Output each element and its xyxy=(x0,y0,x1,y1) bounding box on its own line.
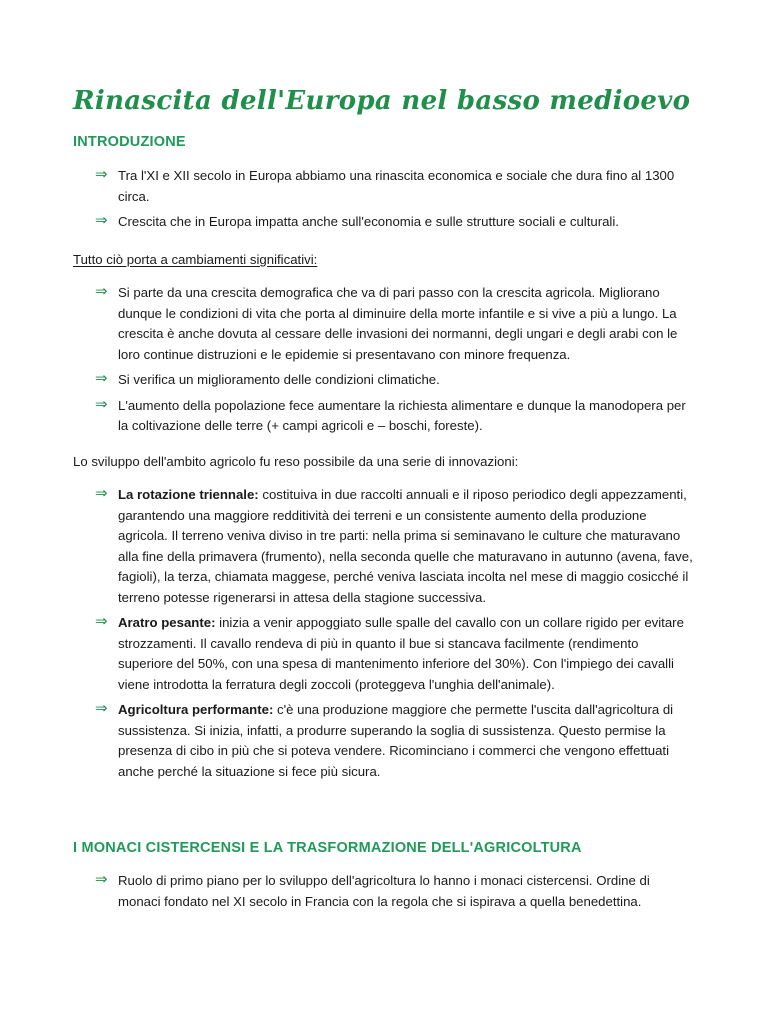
list-item xyxy=(95,612,695,694)
list-item xyxy=(95,395,695,436)
list-item-text: Tra l'XI e XII secolo in Europa abbiamo una rinascita economica e sociale che dura fino al 1300 circa. xyxy=(118,168,675,204)
arrow-bullet-icon: ⇒ xyxy=(95,484,108,502)
list-item xyxy=(95,484,695,607)
intro-list xyxy=(95,165,695,232)
list-item-text: Crescita che in Europa impatta anche sull'economia e sulle strutture sociali e culturali. xyxy=(118,214,619,229)
list-item xyxy=(95,369,695,390)
list-item-text: inizia a venir appoggiato sulle spalle del cavallo con un collare rigido per evitare strozzamenti. Il cavallo rendeva di più in quanto il bue si stancava facilmente (rendimento superiore del 50%, con una spesa di mantenimento inferiore del 30%). Con l'impiego dei cavalli viene introdotta la ferratura degli zoccoli (proteggeva l'unghia dell'animale). xyxy=(118,615,684,692)
list-item xyxy=(95,870,695,911)
arrow-bullet-icon: ⇒ xyxy=(95,699,108,717)
changes-list xyxy=(95,282,695,436)
list-item xyxy=(95,699,695,781)
monks-list xyxy=(95,870,695,911)
arrow-bullet-icon: ⇒ xyxy=(95,211,108,229)
section-heading-introduzione: INTRODUZIONE xyxy=(73,134,186,150)
list-item-text: Si parte da una crescita demografica che va di pari passo con la crescita agricola. Migliorano dunque le condizioni di vita che porta al diminuire della morte infantile e si vive a più a lungo. La crescita è anche dovuta al cessare delle invasioni dei normanni, degli ungari e degli arabi con le loro continue distruzioni e le epidemie si presentavano con minore frequenza. xyxy=(118,285,678,362)
arrow-bullet-icon: ⇒ xyxy=(95,870,108,888)
list-item-text: c'è una produzione maggiore che permette l'uscita dall'agricoltura di sussistenza. Si inizia, infatti, a produrre superando la soglia di sussistenza. Questo permise la presenza di cibo in più che si poteva vendere. Ricominciano i commerci che vengono effettuati anche perché la situazione si fece più sicura. xyxy=(118,702,674,779)
list-item xyxy=(95,282,695,364)
section-heading-monaci: I MONACI CISTERCENSI E LA TRASFORMAZIONE DELL'AGRICOLTURA xyxy=(73,840,582,856)
list-item xyxy=(95,211,695,232)
list-item-text: Si verifica un miglioramento delle condizioni climatiche. xyxy=(118,372,440,387)
changes-lead-text: Tutto ciò porta a cambiamenti significativi: xyxy=(73,252,318,267)
arrow-bullet-icon: ⇒ xyxy=(95,165,108,183)
list-item-text: L'aumento della popolazione fece aumentare la richiesta alimentare e dunque la manodopera per la coltivazione delle terre (+ campi agricoli e – boschi, foreste). xyxy=(118,397,686,433)
innovations-list xyxy=(95,484,695,781)
innovations-lead-text: Lo sviluppo dell'ambito agricolo fu reso possibile da una serie di innovazioni: xyxy=(73,454,519,469)
arrow-bullet-icon: ⇒ xyxy=(95,394,108,413)
list-item-text: costituiva in due raccolti annuali e il riposo periodico degli appezzamenti, garantendo una maggiore redditività dei terreni e un consistente aumento della produzione agricola. Il terreno veniva diviso in tre parti: nella prima si seminavano le culture che maturavano alla fine della primavera (frumento), nella seconda quelle che maturavano in autunno (avena, fave, fagioli), la terza, chiamata maggese, perché veniva lasciata incolta nel mese di maggio cosicché il terreno potesse rigenerarsi in attesa della stagione successiva. xyxy=(118,487,693,605)
arrow-bullet-icon: ⇒ xyxy=(95,369,108,387)
list-item-text: Ruolo di primo piano per lo sviluppo dell'agricoltura lo hanno i monaci cistercensi. Ordine di monaci fondato nel XI secolo in Francia con la regola che si ispirava a quella benedettina. xyxy=(118,873,650,909)
arrow-bullet-icon: ⇒ xyxy=(95,612,108,630)
arrow-bullet-icon: ⇒ xyxy=(95,282,108,300)
document-title: Rinascita dell'Europa nel basso medioevo xyxy=(73,86,691,116)
item-term: Aratro pesante: xyxy=(118,615,216,630)
list-item xyxy=(95,165,695,206)
item-term: Agricoltura performante: xyxy=(118,702,274,717)
item-term: La rotazione triennale: xyxy=(118,487,259,502)
